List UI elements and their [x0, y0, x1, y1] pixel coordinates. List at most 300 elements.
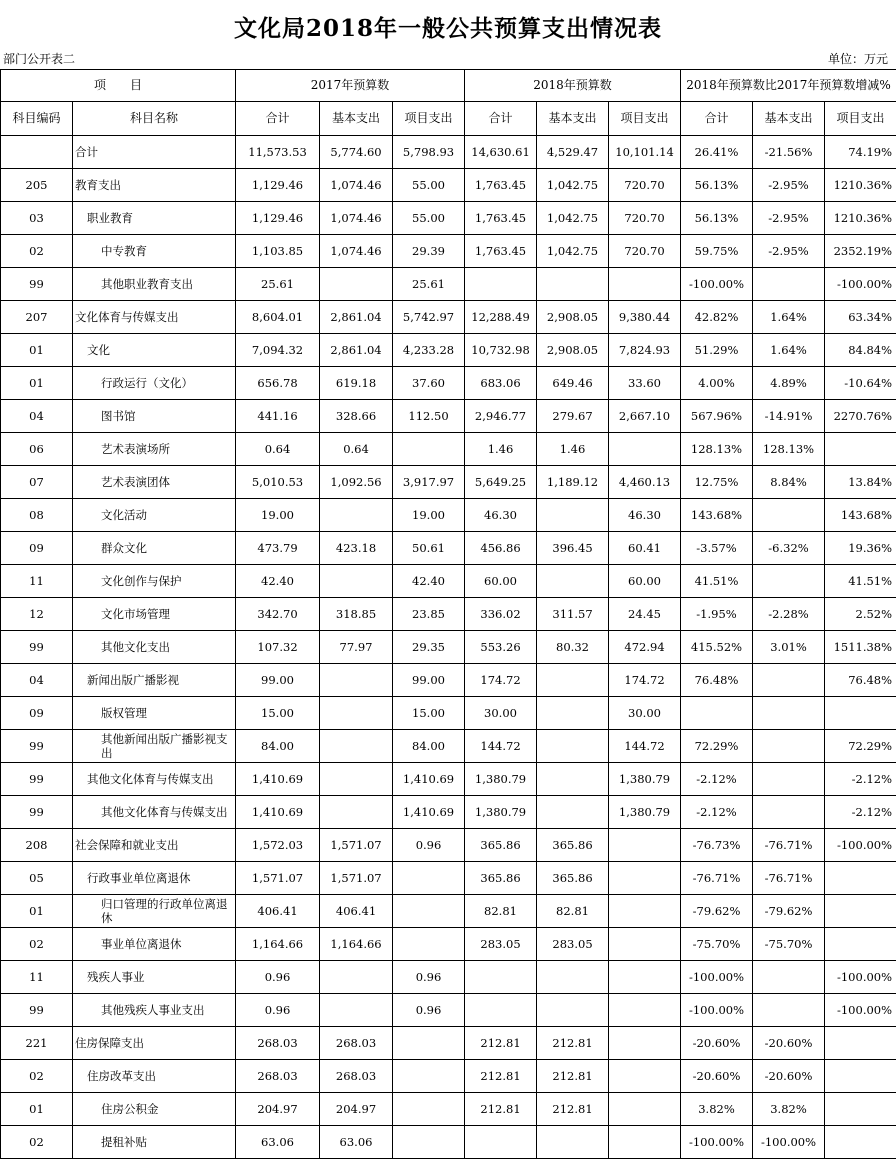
- cell-code: 99: [1, 631, 73, 664]
- cell-code: 99: [1, 994, 73, 1027]
- cell-total-2018: 365.86: [465, 862, 537, 895]
- cell-project-2018: [609, 1060, 681, 1093]
- table-row: [1, 1027, 896, 1060]
- header-item: 项 目: [1, 70, 236, 102]
- cell-project-2017: 19.00: [393, 499, 465, 532]
- cell-project-2017: 1,410.69: [393, 763, 465, 796]
- cell-total-2017: 1,129.46: [236, 169, 320, 202]
- cell-name: 合计: [73, 136, 236, 169]
- table-row: [1, 994, 896, 1027]
- cell-basic-change: [753, 961, 825, 994]
- cell-name: 群众文化: [73, 532, 236, 565]
- cell-total-2017: 11,573.53: [236, 136, 320, 169]
- cell-total-2017: 0.64: [236, 433, 320, 466]
- cell-total-change: -100.00%: [681, 1126, 753, 1159]
- cell-basic-2018: 2,908.05: [537, 334, 609, 367]
- cell-code: 09: [1, 697, 73, 730]
- cell-project-2017: 29.35: [393, 631, 465, 664]
- cell-project-2018: 60.00: [609, 565, 681, 598]
- cell-basic-change: -100.00%: [753, 1126, 825, 1159]
- cell-project-2018: 1,380.79: [609, 763, 681, 796]
- table-row: [1, 631, 896, 664]
- cell-basic-2018: [537, 697, 609, 730]
- cell-basic-change: -20.60%: [753, 1060, 825, 1093]
- cell-total-2018: 30.00: [465, 697, 537, 730]
- cell-total-2017: 25.61: [236, 268, 320, 301]
- cell-total-2017: 7,094.32: [236, 334, 320, 367]
- cell-name: 住房公积金: [73, 1093, 236, 1126]
- cell-basic-2017: [320, 565, 393, 598]
- cell-total-2017: 1,572.03: [236, 829, 320, 862]
- table-row: [1, 169, 896, 202]
- cell-basic-2017: [320, 730, 393, 763]
- cell-total-2018: [465, 268, 537, 301]
- cell-basic-2017: [320, 499, 393, 532]
- cell-total-2017: 99.00: [236, 664, 320, 697]
- cell-project-change: [825, 1126, 896, 1159]
- cell-total-change: 12.75%: [681, 466, 753, 499]
- cell-code: 06: [1, 433, 73, 466]
- cell-code: 02: [1, 928, 73, 961]
- cell-total-change: 143.68%: [681, 499, 753, 532]
- cell-project-2017: [393, 1093, 465, 1126]
- cell-project-change: -10.64%: [825, 367, 896, 400]
- cell-basic-change: 1.64%: [753, 301, 825, 334]
- header-row-1: [1, 70, 896, 102]
- cell-basic-2017: [320, 268, 393, 301]
- cell-total-change: -20.60%: [681, 1060, 753, 1093]
- header-row-2: [1, 102, 896, 136]
- cell-basic-2017: 1,571.07: [320, 862, 393, 895]
- cell-basic-2018: 1,042.75: [537, 235, 609, 268]
- cell-total-2017: 441.16: [236, 400, 320, 433]
- cell-basic-2017: 268.03: [320, 1027, 393, 1060]
- cell-project-2017: 23.85: [393, 598, 465, 631]
- cell-total-2018: 553.26: [465, 631, 537, 664]
- cell-total-change: 3.82%: [681, 1093, 753, 1126]
- cell-name: 行政事业单位离退休: [73, 862, 236, 895]
- cell-basic-2018: [537, 994, 609, 1027]
- cell-basic-change: 4.89%: [753, 367, 825, 400]
- cell-project-2018: 33.60: [609, 367, 681, 400]
- cell-basic-change: -20.60%: [753, 1027, 825, 1060]
- table-row: [1, 499, 896, 532]
- cell-project-2017: 15.00: [393, 697, 465, 730]
- cell-total-2017: 1,410.69: [236, 796, 320, 829]
- cell-basic-2017: 1,074.46: [320, 235, 393, 268]
- cell-total-2018: 1,380.79: [465, 763, 537, 796]
- cell-total-change: 56.13%: [681, 169, 753, 202]
- cell-basic-2018: 279.67: [537, 400, 609, 433]
- cell-basic-change: -76.71%: [753, 829, 825, 862]
- cell-project-change: 1511.38%: [825, 631, 896, 664]
- cell-basic-2017: 619.18: [320, 367, 393, 400]
- cell-total-2018: 174.72: [465, 664, 537, 697]
- cell-total-change: -100.00%: [681, 961, 753, 994]
- cell-basic-change: [753, 565, 825, 598]
- header-project-2017: 项目支出: [393, 102, 465, 136]
- cell-total-2017: 268.03: [236, 1060, 320, 1093]
- cell-basic-2018: 2,908.05: [537, 301, 609, 334]
- cell-project-2018: 9,380.44: [609, 301, 681, 334]
- cell-basic-change: -2.95%: [753, 169, 825, 202]
- cell-total-2018: 5,649.25: [465, 466, 537, 499]
- cell-basic-2018: [537, 763, 609, 796]
- cell-total-change: -100.00%: [681, 268, 753, 301]
- cell-total-change: 76.48%: [681, 664, 753, 697]
- table-row: [1, 235, 896, 268]
- table-row: [1, 928, 896, 961]
- cell-basic-2018: 1,042.75: [537, 202, 609, 235]
- cell-project-2017: 84.00: [393, 730, 465, 763]
- table-row: [1, 565, 896, 598]
- cell-total-change: -76.73%: [681, 829, 753, 862]
- budget-table: [0, 69, 896, 1159]
- cell-project-change: -100.00%: [825, 961, 896, 994]
- cell-total-change: -79.62%: [681, 895, 753, 928]
- cell-total-change: -75.70%: [681, 928, 753, 961]
- table-row: [1, 664, 896, 697]
- cell-basic-2017: 1,092.56: [320, 466, 393, 499]
- cell-basic-2018: 283.05: [537, 928, 609, 961]
- cell-project-change: [825, 895, 896, 928]
- cell-name: 职业教育: [73, 202, 236, 235]
- cell-basic-2018: [537, 664, 609, 697]
- table-row: [1, 1126, 896, 1159]
- cell-total-2017: 5,010.53: [236, 466, 320, 499]
- header-basic-change: 基本支出: [753, 102, 825, 136]
- cell-project-change: -2.12%: [825, 763, 896, 796]
- cell-total-2017: 1,571.07: [236, 862, 320, 895]
- cell-basic-2018: [537, 565, 609, 598]
- cell-name: 图书馆: [73, 400, 236, 433]
- cell-total-2018: 2,946.77: [465, 400, 537, 433]
- cell-project-2018: [609, 961, 681, 994]
- cell-basic-2017: [320, 664, 393, 697]
- cell-total-2018: 1,763.45: [465, 235, 537, 268]
- cell-basic-change: -75.70%: [753, 928, 825, 961]
- cell-name: 新闻出版广播影视: [73, 664, 236, 697]
- cell-basic-2017: 1,074.46: [320, 169, 393, 202]
- table-row: [1, 1060, 896, 1093]
- header-total-2018: 合计: [465, 102, 537, 136]
- cell-basic-2017: 63.06: [320, 1126, 393, 1159]
- cell-project-change: -100.00%: [825, 994, 896, 1027]
- header-project-change: 项目支出: [825, 102, 896, 136]
- cell-project-2017: 4,233.28: [393, 334, 465, 367]
- cell-project-2017: [393, 433, 465, 466]
- cell-total-change: -2.12%: [681, 796, 753, 829]
- cell-total-2018: 14,630.61: [465, 136, 537, 169]
- cell-total-change: -1.95%: [681, 598, 753, 631]
- cell-project-change: [825, 1060, 896, 1093]
- header-basic-2018: 基本支出: [537, 102, 609, 136]
- cell-project-2018: 174.72: [609, 664, 681, 697]
- cell-basic-change: -2.95%: [753, 202, 825, 235]
- cell-code: 02: [1, 1126, 73, 1159]
- cell-name: 归口管理的行政单位离退休: [73, 895, 236, 928]
- cell-basic-change: -6.32%: [753, 532, 825, 565]
- cell-basic-2018: 1.46: [537, 433, 609, 466]
- header-name: 科目名称: [73, 102, 236, 136]
- header-total-change: 合计: [681, 102, 753, 136]
- cell-code: 02: [1, 1060, 73, 1093]
- cell-total-change: 41.51%: [681, 565, 753, 598]
- cell-total-change: 72.29%: [681, 730, 753, 763]
- cell-basic-2017: 328.66: [320, 400, 393, 433]
- cell-name: 版权管理: [73, 697, 236, 730]
- cell-basic-change: [753, 994, 825, 1027]
- cell-total-2018: 683.06: [465, 367, 537, 400]
- cell-total-2017: 0.96: [236, 961, 320, 994]
- cell-name: 中专教育: [73, 235, 236, 268]
- cell-total-change: 51.29%: [681, 334, 753, 367]
- cell-project-2017: [393, 928, 465, 961]
- cell-project-change: 72.29%: [825, 730, 896, 763]
- cell-project-2018: 472.94: [609, 631, 681, 664]
- cell-basic-2017: 1,074.46: [320, 202, 393, 235]
- cell-basic-2017: 406.41: [320, 895, 393, 928]
- unit-label: 单位：万元: [827, 52, 888, 66]
- cell-project-change: -100.00%: [825, 268, 896, 301]
- cell-basic-change: [753, 664, 825, 697]
- table-row: [1, 202, 896, 235]
- cell-total-2017: 473.79: [236, 532, 320, 565]
- cell-basic-2017: [320, 961, 393, 994]
- cell-code: 01: [1, 1093, 73, 1126]
- cell-project-2018: [609, 268, 681, 301]
- cell-project-change: 76.48%: [825, 664, 896, 697]
- cell-project-2018: 46.30: [609, 499, 681, 532]
- cell-code: 205: [1, 169, 73, 202]
- cell-basic-2017: [320, 796, 393, 829]
- cell-total-2018: 46.30: [465, 499, 537, 532]
- cell-code: 221: [1, 1027, 73, 1060]
- cell-project-2018: 24.45: [609, 598, 681, 631]
- page-title: 文化局2018年一般公共预算支出情况表: [233, 15, 662, 42]
- table-row: [1, 466, 896, 499]
- cell-basic-change: -79.62%: [753, 895, 825, 928]
- cell-name: 社会保障和就业支出: [73, 829, 236, 862]
- cell-total-2018: 283.05: [465, 928, 537, 961]
- cell-total-change: 128.13%: [681, 433, 753, 466]
- table-row: [1, 598, 896, 631]
- cell-name: 其他职业教育支出: [73, 268, 236, 301]
- cell-project-2017: 29.39: [393, 235, 465, 268]
- cell-basic-2017: 0.64: [320, 433, 393, 466]
- table-row: [1, 1093, 896, 1126]
- cell-total-2018: [465, 994, 537, 1027]
- cell-basic-2017: 1,571.07: [320, 829, 393, 862]
- table-row: [1, 862, 896, 895]
- cell-total-2017: 406.41: [236, 895, 320, 928]
- cell-basic-change: [753, 730, 825, 763]
- header-budget-2018: 2018年预算数: [465, 70, 681, 102]
- cell-total-2017: 656.78: [236, 367, 320, 400]
- cell-project-2017: [393, 862, 465, 895]
- cell-basic-2017: 268.03: [320, 1060, 393, 1093]
- cell-code: 07: [1, 466, 73, 499]
- cell-project-change: 2.52%: [825, 598, 896, 631]
- cell-project-change: 74.19%: [825, 136, 896, 169]
- cell-code: 01: [1, 367, 73, 400]
- cell-project-2017: 5,798.93: [393, 136, 465, 169]
- cell-total-2018: 212.81: [465, 1027, 537, 1060]
- cell-total-2017: 342.70: [236, 598, 320, 631]
- cell-total-2017: 1,129.46: [236, 202, 320, 235]
- cell-project-2018: [609, 928, 681, 961]
- cell-basic-2018: [537, 730, 609, 763]
- cell-code: 207: [1, 301, 73, 334]
- cell-project-change: 13.84%: [825, 466, 896, 499]
- cell-name: 文化市场管理: [73, 598, 236, 631]
- cell-project-2018: [609, 1093, 681, 1126]
- cell-total-2018: [465, 1126, 537, 1159]
- cell-total-change: -76.71%: [681, 862, 753, 895]
- cell-total-2018: 1.46: [465, 433, 537, 466]
- cell-project-2017: 3,917.97: [393, 466, 465, 499]
- cell-basic-change: -21.56%: [753, 136, 825, 169]
- table-row: [1, 301, 896, 334]
- cell-name: 文化创作与保护: [73, 565, 236, 598]
- cell-basic-2018: 4,529.47: [537, 136, 609, 169]
- cell-total-2017: 107.32: [236, 631, 320, 664]
- cell-total-2017: 1,164.66: [236, 928, 320, 961]
- cell-code: 09: [1, 532, 73, 565]
- cell-project-2017: 37.60: [393, 367, 465, 400]
- cell-project-2018: [609, 829, 681, 862]
- cell-code: [1, 136, 73, 169]
- cell-name: 提租补贴: [73, 1126, 236, 1159]
- cell-code: 03: [1, 202, 73, 235]
- cell-basic-change: 3.01%: [753, 631, 825, 664]
- cell-total-change: 59.75%: [681, 235, 753, 268]
- table-row: [1, 400, 896, 433]
- cell-project-2018: 144.72: [609, 730, 681, 763]
- cell-project-change: 41.51%: [825, 565, 896, 598]
- cell-project-2018: 720.70: [609, 169, 681, 202]
- cell-code: 11: [1, 961, 73, 994]
- cell-project-change: 19.36%: [825, 532, 896, 565]
- cell-project-change: [825, 433, 896, 466]
- cell-total-2017: 84.00: [236, 730, 320, 763]
- cell-project-2017: 99.00: [393, 664, 465, 697]
- cell-project-2017: 42.40: [393, 565, 465, 598]
- cell-total-2018: 1,380.79: [465, 796, 537, 829]
- cell-project-2018: 7,824.93: [609, 334, 681, 367]
- cell-total-2017: 268.03: [236, 1027, 320, 1060]
- cell-project-2017: 55.00: [393, 202, 465, 235]
- cell-basic-2017: 2,861.04: [320, 334, 393, 367]
- cell-project-change: [825, 862, 896, 895]
- cell-basic-2018: 396.45: [537, 532, 609, 565]
- cell-project-change: 84.84%: [825, 334, 896, 367]
- cell-name: 行政运行（文化）: [73, 367, 236, 400]
- cell-basic-2018: [537, 1126, 609, 1159]
- cell-total-2018: 10,732.98: [465, 334, 537, 367]
- cell-basic-2017: [320, 994, 393, 1027]
- cell-code: 99: [1, 763, 73, 796]
- cell-code: 12: [1, 598, 73, 631]
- cell-total-2018: 144.72: [465, 730, 537, 763]
- cell-project-change: 1210.36%: [825, 202, 896, 235]
- cell-total-change: 26.41%: [681, 136, 753, 169]
- cell-project-2017: 1,410.69: [393, 796, 465, 829]
- cell-basic-2017: 318.85: [320, 598, 393, 631]
- cell-basic-2018: 1,042.75: [537, 169, 609, 202]
- header-total-2017: 合计: [236, 102, 320, 136]
- cell-project-change: [825, 697, 896, 730]
- cell-name: 其他残疾人事业支出: [73, 994, 236, 1027]
- table-row: [1, 433, 896, 466]
- cell-total-2018: 456.86: [465, 532, 537, 565]
- cell-basic-change: [753, 697, 825, 730]
- cell-name: 教育支出: [73, 169, 236, 202]
- cell-basic-2018: [537, 499, 609, 532]
- cell-name: 其他文化体育与传媒支出: [73, 796, 236, 829]
- cell-project-2017: 50.61: [393, 532, 465, 565]
- table-row: [1, 136, 896, 169]
- cell-code: 08: [1, 499, 73, 532]
- cell-project-2017: 112.50: [393, 400, 465, 433]
- cell-basic-2018: 365.86: [537, 829, 609, 862]
- cell-basic-change: [753, 763, 825, 796]
- cell-basic-change: [753, 268, 825, 301]
- cell-basic-2017: [320, 763, 393, 796]
- cell-project-2017: 0.96: [393, 829, 465, 862]
- cell-project-change: 63.34%: [825, 301, 896, 334]
- table-row: [1, 268, 896, 301]
- cell-total-2017: 63.06: [236, 1126, 320, 1159]
- header-project-2018: 项目支出: [609, 102, 681, 136]
- cell-basic-change: -14.91%: [753, 400, 825, 433]
- cell-basic-2018: 311.57: [537, 598, 609, 631]
- cell-total-2017: 204.97: [236, 1093, 320, 1126]
- cell-project-2018: [609, 433, 681, 466]
- cell-project-change: -100.00%: [825, 829, 896, 862]
- cell-basic-change: 128.13%: [753, 433, 825, 466]
- cell-code: 01: [1, 895, 73, 928]
- cell-basic-change: 1.64%: [753, 334, 825, 367]
- cell-basic-2017: 2,861.04: [320, 301, 393, 334]
- cell-name: 文化体育与传媒支出: [73, 301, 236, 334]
- cell-total-change: -20.60%: [681, 1027, 753, 1060]
- cell-basic-2018: 365.86: [537, 862, 609, 895]
- cell-project-change: 1210.36%: [825, 169, 896, 202]
- cell-project-2017: 25.61: [393, 268, 465, 301]
- header-change: 2018年预算数比2017年预算数增减%: [681, 70, 896, 102]
- cell-basic-2017: 204.97: [320, 1093, 393, 1126]
- cell-name: 其他新闻出版广播影视支出: [73, 730, 236, 763]
- cell-total-2017: 15.00: [236, 697, 320, 730]
- cell-total-2018: [465, 961, 537, 994]
- table-row: [1, 532, 896, 565]
- table-row: [1, 829, 896, 862]
- cell-project-2018: 60.41: [609, 532, 681, 565]
- cell-total-change: 42.82%: [681, 301, 753, 334]
- cell-basic-2017: 77.97: [320, 631, 393, 664]
- cell-project-2017: [393, 1060, 465, 1093]
- cell-total-change: -100.00%: [681, 994, 753, 1027]
- cell-basic-2017: 5,774.60: [320, 136, 393, 169]
- table-row: [1, 895, 896, 928]
- cell-basic-change: -2.28%: [753, 598, 825, 631]
- cell-project-2018: [609, 895, 681, 928]
- cell-project-change: [825, 928, 896, 961]
- table-row: [1, 697, 896, 730]
- cell-basic-2018: 212.81: [537, 1060, 609, 1093]
- cell-project-2018: 1,380.79: [609, 796, 681, 829]
